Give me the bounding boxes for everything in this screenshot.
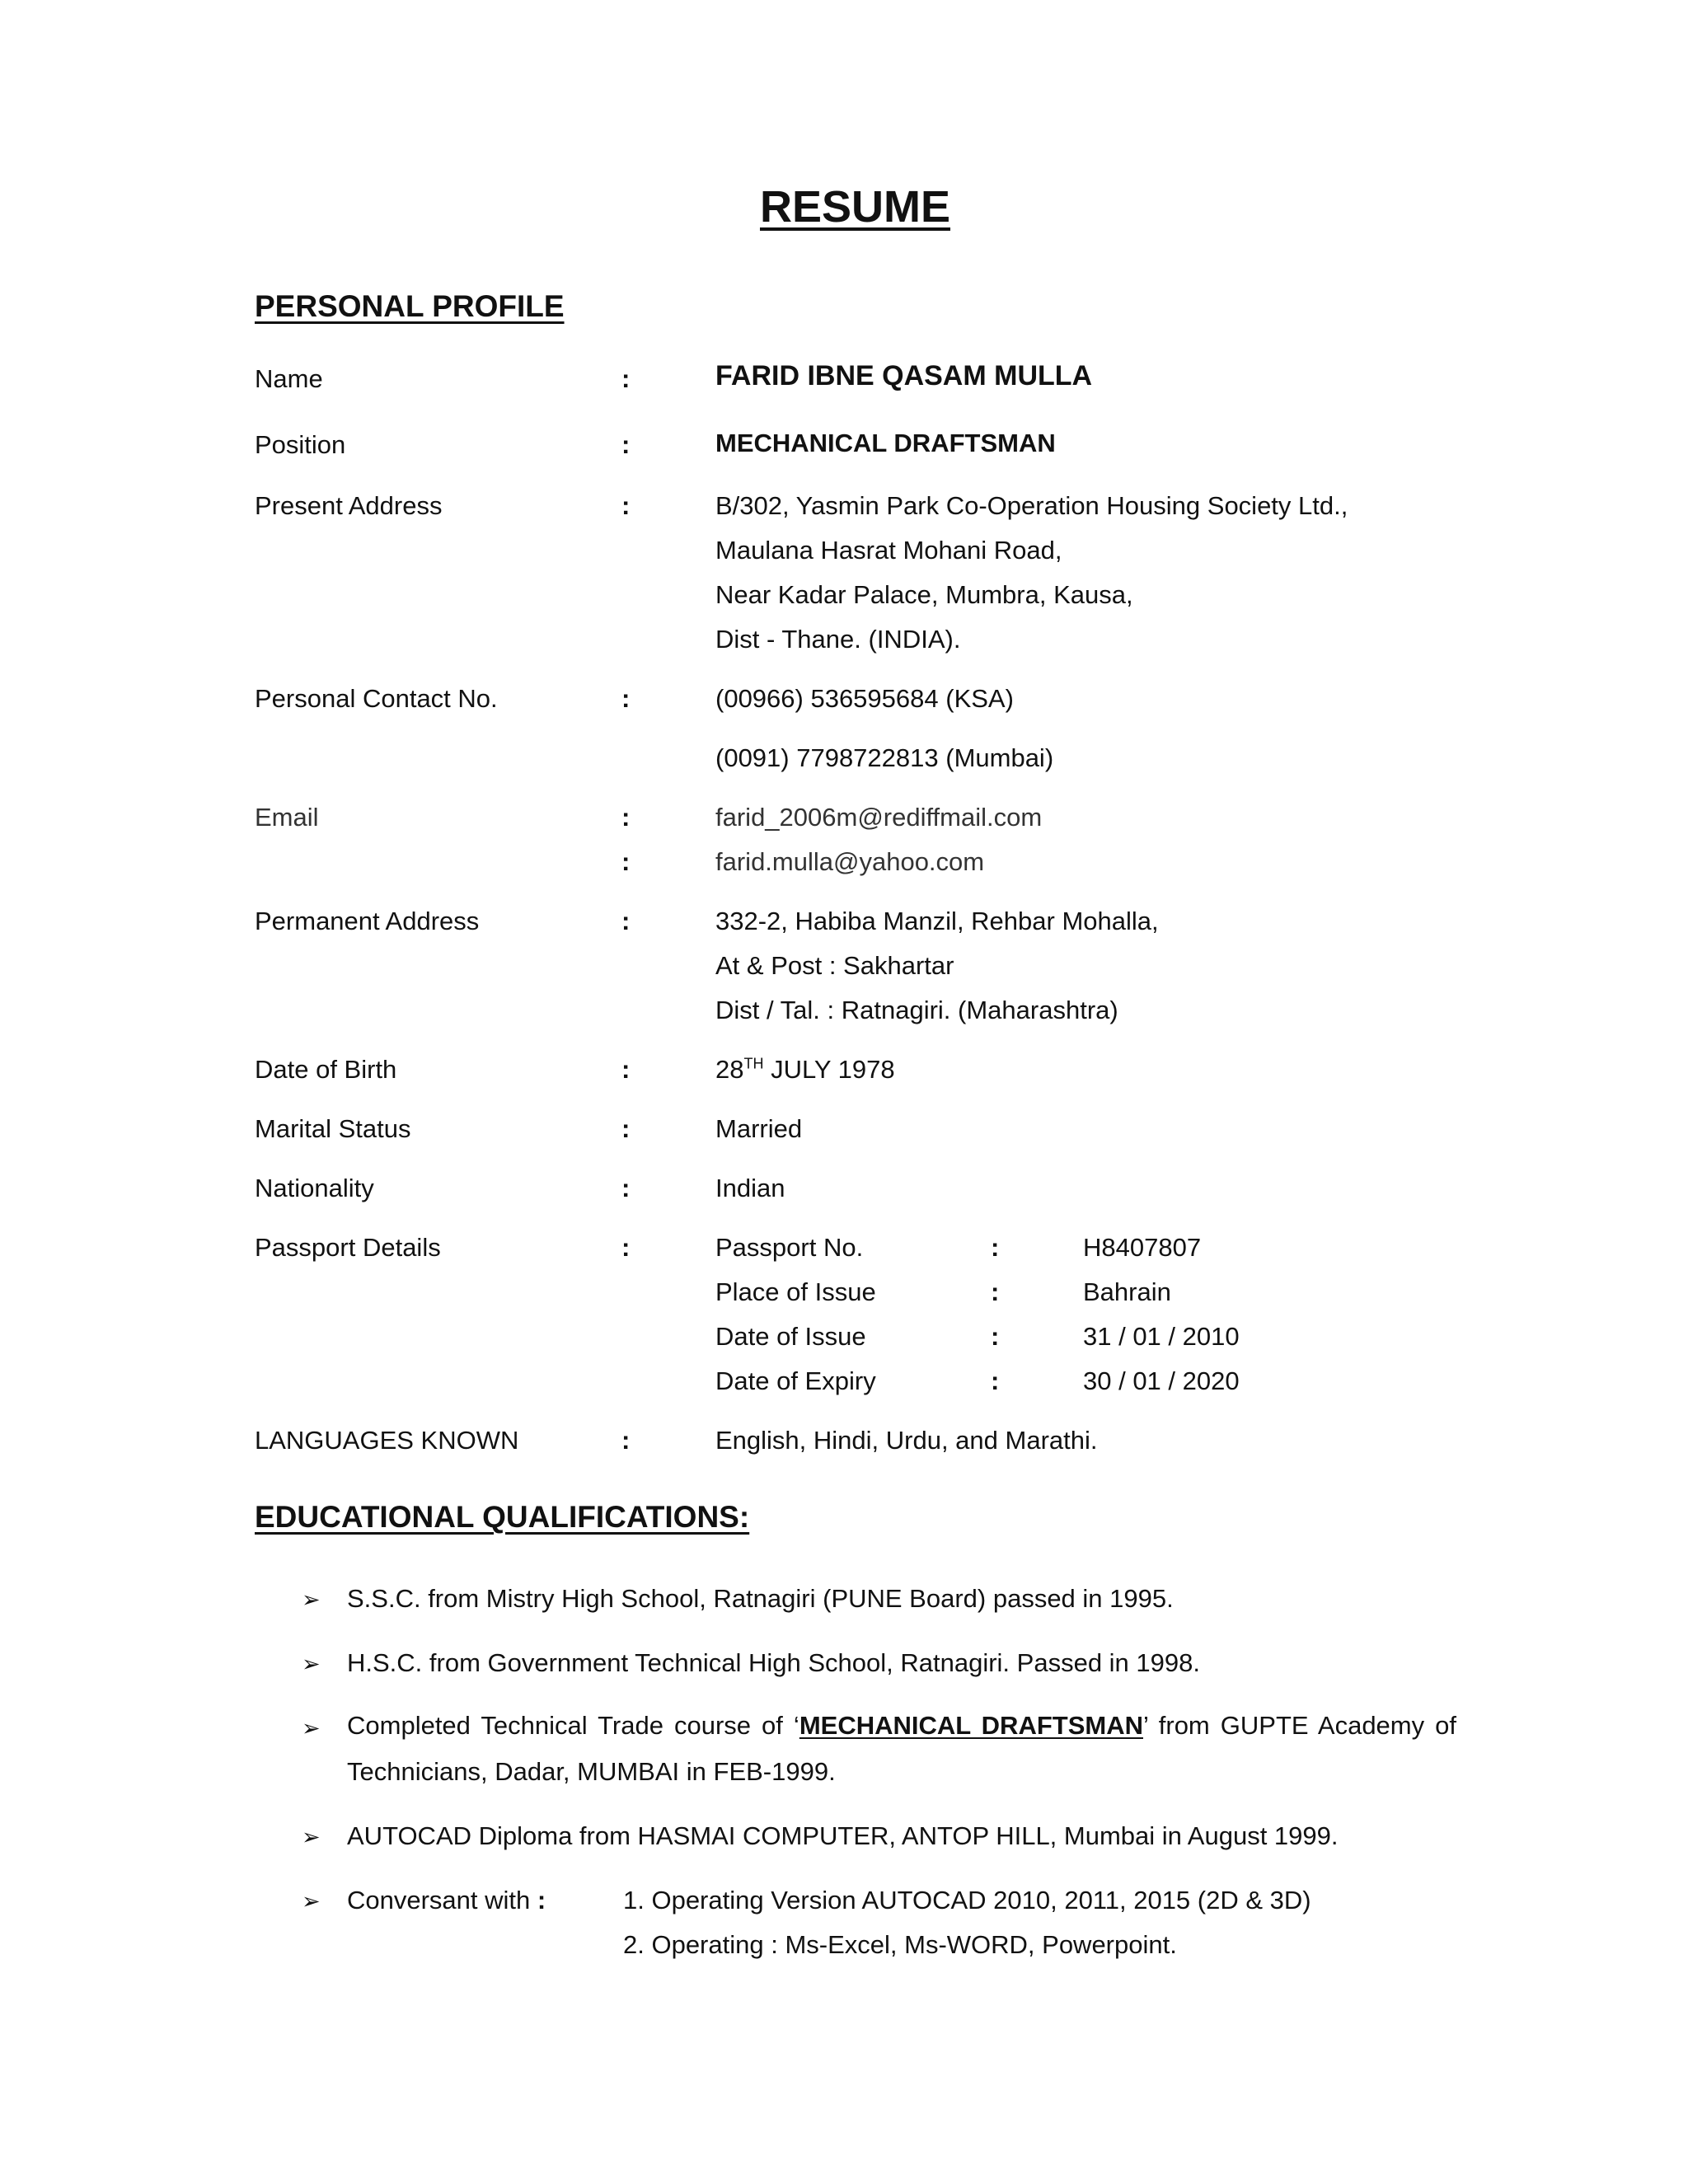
dob-rest: JULY 1978 xyxy=(763,1055,895,1084)
present-address-line: B/302, Yasmin Park Co-Operation Housing Society Ltd., xyxy=(715,491,1348,520)
marital-colon: : xyxy=(621,1114,631,1143)
nationality-label: Nationality xyxy=(255,1174,374,1202)
passport-field-label: Date of Issue xyxy=(715,1322,866,1351)
education-item: H.S.C. from Government Technical High School, Ratnagiri. Passed in 1998. xyxy=(347,1648,1200,1677)
education-item-trade-line2: Technicians, Dadar, MUMBAI in FEB-1999. xyxy=(347,1757,836,1786)
email-address[interactable]: farid_2006m@rediffmail.com xyxy=(715,803,1043,832)
passport-date-of-expiry: 30 / 01 / 2020 xyxy=(1083,1366,1240,1395)
passport-field-label: Date of Expiry xyxy=(715,1366,876,1395)
trade-suffix: ’ from GUPTE Academy of xyxy=(1142,1711,1457,1740)
dob-day: 28 xyxy=(715,1055,744,1084)
position-value: MECHANICAL DRAFTSMAN xyxy=(715,429,1056,457)
nationality-colon: : xyxy=(621,1174,631,1202)
dob-colon: : xyxy=(621,1055,631,1084)
personal-profile-heading: PERSONAL PROFILE xyxy=(255,289,565,323)
bullet-arrow-icon: ➢ xyxy=(302,1889,321,1914)
bullet-arrow-icon: ➢ xyxy=(302,1825,321,1849)
present-address-colon: : xyxy=(621,491,631,520)
permanent-address-colon: : xyxy=(621,907,631,935)
languages-colon: : xyxy=(621,1426,631,1455)
dob-label: Date of Birth xyxy=(255,1055,397,1084)
dob-suffix: TH xyxy=(743,1055,764,1072)
present-address-label: Present Address xyxy=(255,491,443,520)
passport-field-colon: : xyxy=(991,1233,1000,1262)
email-address[interactable]: farid.mulla@yahoo.com xyxy=(715,847,985,876)
conversant-label xyxy=(347,1886,546,1915)
email-label: Email xyxy=(255,803,319,832)
document-title: RESUME xyxy=(759,182,951,232)
name-colon: : xyxy=(621,364,631,393)
passport-date-of-issue: 31 / 01 / 2010 xyxy=(1083,1322,1240,1351)
bullet-arrow-icon: ➢ xyxy=(302,1587,321,1612)
passport-field-colon: : xyxy=(991,1277,1000,1306)
languages-label: LANGUAGES KNOWN xyxy=(255,1426,519,1455)
passport-field-colon: : xyxy=(991,1322,1000,1351)
education-item: AUTOCAD Diploma from HASMAI COMPUTER, ANTOP HILL, Mumbai in August 1999. xyxy=(347,1821,1339,1850)
education-heading: EDUCATIONAL QUALIFICATIONS: xyxy=(255,1500,750,1534)
permanent-address-line: Dist / Tal. : Ratnagiri. (Maharashtra) xyxy=(715,996,1118,1024)
dob-value xyxy=(715,1055,895,1085)
present-address-line: Maulana Hasrat Mohani Road, xyxy=(715,536,1062,565)
conversant-colon: : xyxy=(537,1886,546,1915)
education-item: S.S.C. from Mistry High School, Ratnagiri (PUNE Board) passed in 1995. xyxy=(347,1584,1174,1613)
passport-label: Passport Details xyxy=(255,1233,441,1262)
name-label: Name xyxy=(255,364,323,393)
bullet-arrow-icon: ➢ xyxy=(302,1716,321,1741)
passport-field-label: Place of Issue xyxy=(715,1277,876,1306)
contact-number: (00966) 536595684 (KSA) xyxy=(715,684,1014,713)
passport-field-label: Passport No. xyxy=(715,1233,864,1262)
email-colon: : xyxy=(621,803,631,832)
present-address-line: Near Kadar Palace, Mumbra, Kausa, xyxy=(715,580,1133,609)
education-item-trade-line1 xyxy=(347,1704,1456,1747)
contact-number: (0091) 7798722813 (Mumbai) xyxy=(715,743,1054,772)
marital-value: Married xyxy=(715,1114,803,1143)
conversant-item: 2. Operating : Ms-Excel, Ms-WORD, Powerpoint. xyxy=(623,1930,1177,1959)
present-address-line: Dist - Thane. (INDIA). xyxy=(715,625,961,654)
position-label: Position xyxy=(255,430,346,459)
position-colon: : xyxy=(621,430,631,459)
email-colon: : xyxy=(621,847,631,876)
passport-number: H8407807 xyxy=(1083,1233,1202,1262)
trade-prefix: Completed Technical Trade course of ‘ xyxy=(347,1711,799,1740)
marital-label: Marital Status xyxy=(255,1114,411,1143)
contact-colon: : xyxy=(621,684,631,713)
bullet-arrow-icon: ➢ xyxy=(302,1652,321,1676)
conversant-text: Conversant with xyxy=(347,1886,537,1915)
passport-colon: : xyxy=(621,1233,631,1262)
passport-place-of-issue: Bahrain xyxy=(1083,1277,1171,1306)
conversant-item: 1. Operating Version AUTOCAD 2010, 2011, 2015 (2D & 3D) xyxy=(623,1886,1311,1915)
nationality-value: Indian xyxy=(715,1174,785,1202)
trade-course-name: MECHANICAL DRAFTSMAN xyxy=(799,1711,1143,1740)
permanent-address-line: 332-2, Habiba Manzil, Rehbar Mohalla, xyxy=(715,907,1159,935)
name-value: FARID IBNE QASAM MULLA xyxy=(715,360,1093,391)
permanent-address-label: Permanent Address xyxy=(255,907,480,935)
permanent-address-line: At & Post : Sakhartar xyxy=(715,951,954,980)
languages-value: English, Hindi, Urdu, and Marathi. xyxy=(715,1426,1098,1455)
passport-field-colon: : xyxy=(991,1366,1000,1395)
contact-label: Personal Contact No. xyxy=(255,684,498,713)
